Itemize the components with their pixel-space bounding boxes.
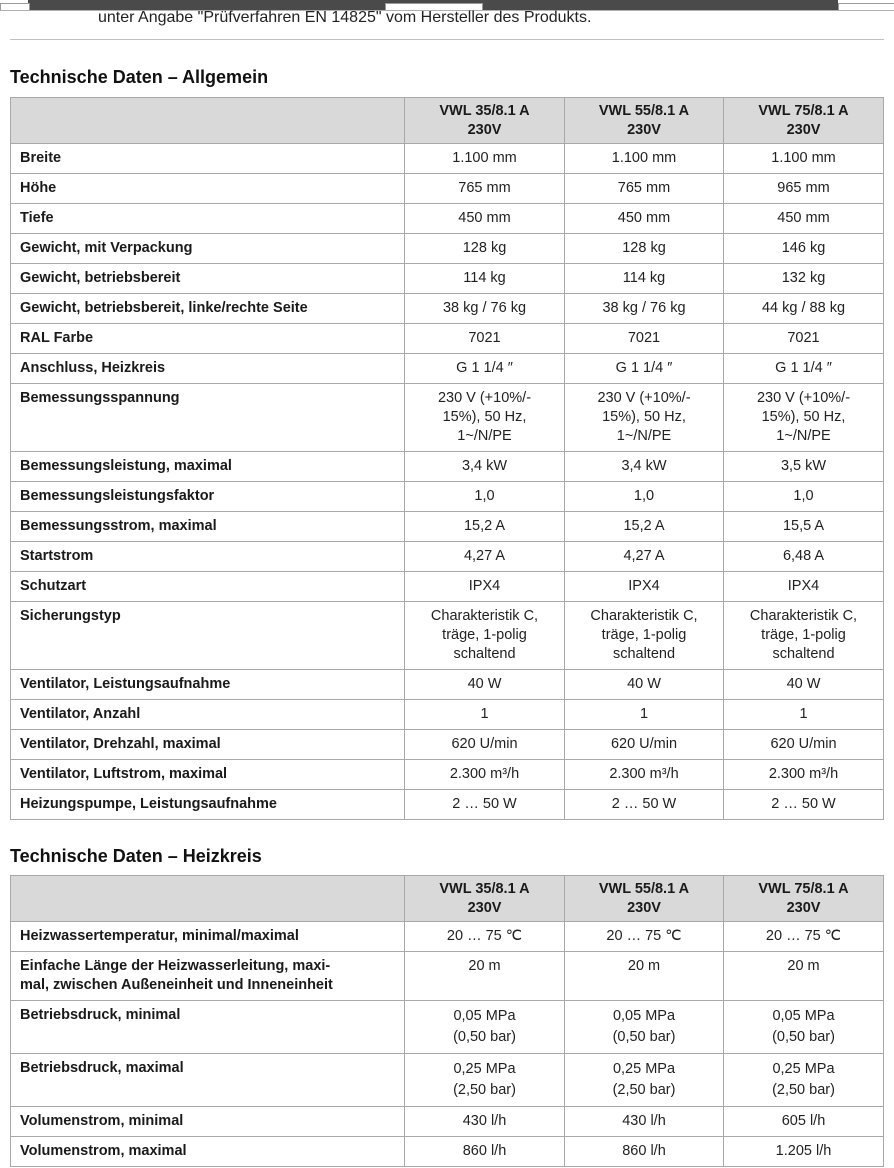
row-value-line: 132 kg [781, 270, 826, 286]
row-value [565, 670, 724, 700]
column-header-line: 230V [627, 900, 661, 916]
table-row [11, 1137, 884, 1167]
row-value-line: 230 V (+10%/- [597, 390, 691, 406]
row-value-line: 2 … 50 W [771, 796, 836, 812]
row-value-line: 15,5 A [782, 518, 825, 534]
row-value [565, 572, 724, 602]
row-value [565, 1137, 724, 1167]
row-value-line: Charakteristik C, [590, 608, 698, 624]
row-value-line: (2,50 bar) [612, 1082, 676, 1098]
row-value-line: träge, 1-polig [442, 627, 527, 643]
row-value-line: 1~/N/PE [776, 428, 831, 444]
row-value [565, 384, 724, 452]
row-value-line: 20 m [627, 958, 661, 974]
row-label: Bemessungsleistungsfaktor [11, 482, 405, 512]
row-value-line: 2.300 m³/h [768, 766, 839, 782]
row-value [405, 234, 565, 264]
row-label: Bemessungsspannung [11, 384, 405, 452]
row-value-line: 3,4 kW [621, 458, 667, 474]
row-value-line: (0,50 bar) [453, 1029, 516, 1045]
row-value-line: 1,0 [633, 488, 655, 504]
row-value [565, 144, 724, 174]
row-value-line: 860 l/h [462, 1143, 507, 1159]
table-row [11, 482, 884, 512]
table-row [11, 354, 884, 384]
column-header-line: VWL 35/8.1 A [439, 881, 530, 897]
row-value-line: (0,50 bar) [772, 1029, 835, 1045]
row-value [565, 324, 724, 354]
row-label: Betriebsdruck, maximal [11, 1054, 405, 1107]
row-value [405, 1137, 565, 1167]
row-label: Gewicht, mit Verpackung [11, 234, 405, 264]
row-value-line: schaltend [453, 646, 516, 662]
row-value-line: Charakteristik C, [749, 608, 858, 624]
row-value-line: 620 U/min [610, 736, 678, 752]
row-value-line: 20 … 75 ℃ [446, 928, 523, 944]
row-value-line: 230 V (+10%/- [756, 390, 851, 406]
column-header-line: VWL 55/8.1 A [598, 881, 690, 897]
table-row [11, 452, 884, 482]
row-value [565, 790, 724, 820]
table-row [11, 790, 884, 820]
column-header-line: VWL 75/8.1 A [758, 103, 849, 119]
row-label: Breite [11, 144, 405, 174]
row-value-line: 1.100 mm [771, 150, 836, 166]
row-value [405, 1001, 565, 1054]
row-value-line: 230 V (+10%/- [437, 390, 532, 406]
row-value-line: 450 mm [617, 210, 671, 226]
row-value [565, 174, 724, 204]
row-value [724, 1001, 884, 1054]
row-value-line: 1.100 mm [611, 150, 677, 166]
row-value-line: 1,0 [793, 488, 814, 504]
table-row [11, 324, 884, 354]
table-row [11, 730, 884, 760]
row-value-line: 0,05 MPa [453, 1008, 516, 1024]
table-row [11, 174, 884, 204]
row-value [724, 482, 884, 512]
row-label: Volumenstrom, maximal [11, 1137, 405, 1167]
row-value-line: 620 U/min [770, 736, 837, 752]
column-header-line: 230V [627, 122, 661, 138]
row-label: Höhe [11, 174, 405, 204]
row-value [565, 354, 724, 384]
row-value [565, 602, 724, 670]
row-value [405, 542, 565, 572]
row-value [565, 1107, 724, 1137]
section-title-heizkreis: Technische Daten – Heizkreis [10, 846, 262, 866]
row-value-line: 0,05 MPa [612, 1008, 676, 1024]
row-value-line: IPX4 [787, 578, 820, 594]
row-value [405, 324, 565, 354]
row-value-line: 1~/N/PE [457, 428, 512, 444]
row-value [405, 730, 565, 760]
row-value [405, 572, 565, 602]
row-label: Einfache Länge der Heizwasserleitung, maxi- mal, zwischen Außeneinheit und Inneneinheit [11, 952, 405, 1001]
row-value-line: 3,4 kW [461, 458, 508, 474]
intro-text: unter Angabe "Prüfverfahren EN 14825" vom Hersteller des Produkts. [98, 9, 592, 26]
row-label: Startstrom [11, 542, 405, 572]
row-value [405, 354, 565, 384]
row-value [724, 512, 884, 542]
header-blank-cell [11, 98, 405, 144]
row-value [565, 922, 724, 952]
row-value-line: 450 mm [458, 210, 511, 226]
row-value-line: 44 kg / 88 kg [761, 300, 846, 316]
row-value-line: 450 mm [777, 210, 830, 226]
row-value-line: 4,27 A [463, 548, 506, 564]
row-value [724, 670, 884, 700]
row-value-line: 605 l/h [781, 1113, 826, 1129]
row-value-line: 0,25 MPa [453, 1061, 516, 1077]
row-label: Betriebsdruck, minimal [11, 1001, 405, 1054]
table-row [11, 1001, 884, 1054]
row-value [724, 452, 884, 482]
row-value [405, 174, 565, 204]
row-value [724, 952, 884, 1001]
row-value-line: G 1 1/4 ″ [615, 360, 673, 376]
row-value [724, 144, 884, 174]
spec-table-allgemein [10, 97, 884, 820]
row-value-line: 40 W [467, 676, 502, 692]
row-value [405, 670, 565, 700]
row-value-line: 1,0 [474, 488, 495, 504]
row-label: Volumenstrom, minimal [11, 1107, 405, 1137]
row-value-line: 38 kg / 76 kg [602, 300, 686, 316]
row-label: Ventilator, Anzahl [11, 700, 405, 730]
row-value [565, 542, 724, 572]
row-value-line: 765 mm [458, 180, 511, 196]
row-value-line: 40 W [627, 676, 661, 692]
row-value [724, 790, 884, 820]
row-value-line: 2 … 50 W [611, 796, 677, 812]
table-row [11, 952, 884, 1001]
row-label: Ventilator, Luftstrom, maximal [11, 760, 405, 790]
row-value-line: träge, 1-polig [601, 627, 687, 643]
row-label: Gewicht, betriebsbereit, linke/rechte Seite [11, 294, 405, 324]
row-value [405, 452, 565, 482]
table-row [11, 234, 884, 264]
column-header [565, 876, 724, 922]
table-row [11, 512, 884, 542]
column-header-line: 230V [786, 122, 821, 138]
row-value [405, 204, 565, 234]
table-row [11, 1054, 884, 1107]
row-value [565, 952, 724, 1001]
row-value-line: 6,48 A [782, 548, 825, 564]
row-value-line: 20 m [468, 958, 501, 974]
row-value [405, 1054, 565, 1107]
row-value-line: 15,2 A [463, 518, 506, 534]
row-value-line: 860 l/h [622, 1143, 666, 1159]
row-value-line: 1 [639, 706, 649, 722]
row-value [724, 264, 884, 294]
row-value [565, 234, 724, 264]
row-label: Schutzart [11, 572, 405, 602]
row-value [405, 482, 565, 512]
row-value-line: 430 l/h [622, 1113, 666, 1129]
row-value [724, 174, 884, 204]
row-value-line: 38 kg / 76 kg [442, 300, 527, 316]
row-value-line: 1 [799, 706, 808, 722]
row-value [724, 730, 884, 760]
spec-table-heizkreis [10, 875, 884, 1167]
row-label: Ventilator, Leistungsaufnahme [11, 670, 405, 700]
row-value-line: 146 kg [781, 240, 826, 256]
row-value-line: 15,2 A [623, 518, 665, 534]
row-value-line: (2,50 bar) [772, 1082, 835, 1098]
row-value [565, 452, 724, 482]
row-value [724, 1137, 884, 1167]
table-row [11, 384, 884, 452]
column-header-line: 230V [786, 900, 821, 916]
row-value [724, 1054, 884, 1107]
column-header-line: 230V [467, 900, 502, 916]
row-value-line: 620 U/min [451, 736, 518, 752]
table-header-row [11, 98, 884, 144]
row-label: Heizwassertemperatur, minimal/maximal [11, 922, 405, 952]
row-value-line: G 1 1/4 ″ [456, 360, 513, 376]
row-value [565, 730, 724, 760]
row-value-line: (0,50 bar) [612, 1029, 676, 1045]
column-header [724, 98, 884, 144]
row-value-line: träge, 1-polig [761, 627, 846, 643]
section-title-allgemein: Technische Daten – Allgemein [10, 67, 269, 87]
row-value [565, 294, 724, 324]
row-value-line: IPX4 [468, 578, 501, 594]
row-value-line: (2,50 bar) [453, 1082, 516, 1098]
row-value [565, 204, 724, 234]
row-value [565, 1001, 724, 1054]
row-value-line: IPX4 [628, 578, 660, 594]
table-row [11, 542, 884, 572]
row-value [724, 324, 884, 354]
row-value-line: 765 mm [617, 180, 671, 196]
row-value [724, 922, 884, 952]
column-header [565, 98, 724, 144]
row-value [724, 234, 884, 264]
row-value-line: 15%), 50 Hz, [442, 409, 527, 425]
row-value-line: G 1 1/4 ″ [775, 360, 832, 376]
row-value-line: schaltend [772, 646, 835, 662]
row-value-line: 0,25 MPa [612, 1061, 676, 1077]
row-value [405, 790, 565, 820]
row-label: Anschluss, Heizkreis [11, 354, 405, 384]
row-value [405, 952, 565, 1001]
row-value-line: 3,5 kW [780, 458, 827, 474]
column-header-line: 230V [467, 122, 502, 138]
row-value-line: 965 mm [777, 180, 830, 196]
column-header [405, 98, 565, 144]
row-value-line: 7021 [627, 330, 661, 346]
row-value-line: 20 … 75 ℃ [765, 928, 842, 944]
row-value-line: 114 kg [463, 270, 506, 286]
row-value [724, 700, 884, 730]
table-row [11, 670, 884, 700]
row-value-line: 2.300 m³/h [609, 766, 679, 782]
row-label: Bemessungsstrom, maximal [11, 512, 405, 542]
row-value-line: 15%), 50 Hz, [602, 409, 686, 425]
section-divider [10, 39, 884, 40]
row-value-line: 0,05 MPa [772, 1008, 835, 1024]
row-value [405, 294, 565, 324]
row-value-line: 40 W [786, 676, 821, 692]
row-value-line: 7021 [468, 330, 501, 346]
table-row [11, 602, 884, 670]
row-value-line: Charakteristik C, [430, 608, 539, 624]
row-value [405, 922, 565, 952]
header-blank-cell [11, 876, 405, 922]
row-value [565, 760, 724, 790]
row-value [724, 572, 884, 602]
row-value [724, 602, 884, 670]
row-label: Sicherungstyp [11, 602, 405, 670]
row-value [724, 1107, 884, 1137]
table-row [11, 204, 884, 234]
row-value-line: 128 kg [622, 240, 666, 256]
row-value [565, 512, 724, 542]
row-value [405, 1107, 565, 1137]
table-row [11, 700, 884, 730]
row-value-line: 0,25 MPa [772, 1061, 835, 1077]
column-header-line: VWL 55/8.1 A [598, 103, 690, 119]
row-label: RAL Farbe [11, 324, 405, 354]
row-value-line: 2.300 m³/h [449, 766, 520, 782]
row-value [724, 542, 884, 572]
row-label: Ventilator, Drehzahl, maximal [11, 730, 405, 760]
row-value [724, 384, 884, 452]
column-header [724, 876, 884, 922]
row-label: Bemessungsleistung, maximal [11, 452, 405, 482]
row-value-line: 20 m [787, 958, 820, 974]
row-value [565, 482, 724, 512]
table-row [11, 264, 884, 294]
row-value [405, 760, 565, 790]
row-value-line: 20 … 75 ℃ [606, 928, 682, 944]
row-value [565, 700, 724, 730]
row-value [565, 264, 724, 294]
row-value-line: schaltend [612, 646, 676, 662]
row-value [405, 384, 565, 452]
row-value [405, 144, 565, 174]
row-value-line: 15%), 50 Hz, [761, 409, 846, 425]
table-row [11, 294, 884, 324]
table-row [11, 760, 884, 790]
row-value-line: 7021 [787, 330, 820, 346]
row-value [405, 264, 565, 294]
table-row [11, 572, 884, 602]
column-header-line: VWL 35/8.1 A [439, 103, 530, 119]
row-value [405, 512, 565, 542]
row-value-line: 1 [480, 706, 489, 722]
row-value-line: 1.100 mm [452, 150, 517, 166]
row-value [724, 204, 884, 234]
row-value [565, 1054, 724, 1107]
table-row [11, 144, 884, 174]
table-row [11, 922, 884, 952]
row-value-line: 128 kg [462, 240, 507, 256]
row-value [724, 760, 884, 790]
column-header-line: VWL 75/8.1 A [758, 881, 849, 897]
column-header [405, 876, 565, 922]
row-value-line: 4,27 A [623, 548, 665, 564]
table-header-row [11, 876, 884, 922]
row-value [724, 354, 884, 384]
table-row [11, 1107, 884, 1137]
row-label: Gewicht, betriebsbereit [11, 264, 405, 294]
row-value-line: 2 … 50 W [452, 796, 517, 812]
row-value-line: 430 l/h [462, 1113, 507, 1129]
row-value [405, 700, 565, 730]
row-value [724, 294, 884, 324]
row-label: Tiefe [11, 204, 405, 234]
row-value-line: 1~/N/PE [616, 428, 672, 444]
row-value-line: 114 kg [622, 270, 666, 286]
row-value-line: 1.205 l/h [775, 1143, 832, 1159]
row-label: Heizungspumpe, Leistungsaufnahme [11, 790, 405, 820]
row-value [405, 602, 565, 670]
